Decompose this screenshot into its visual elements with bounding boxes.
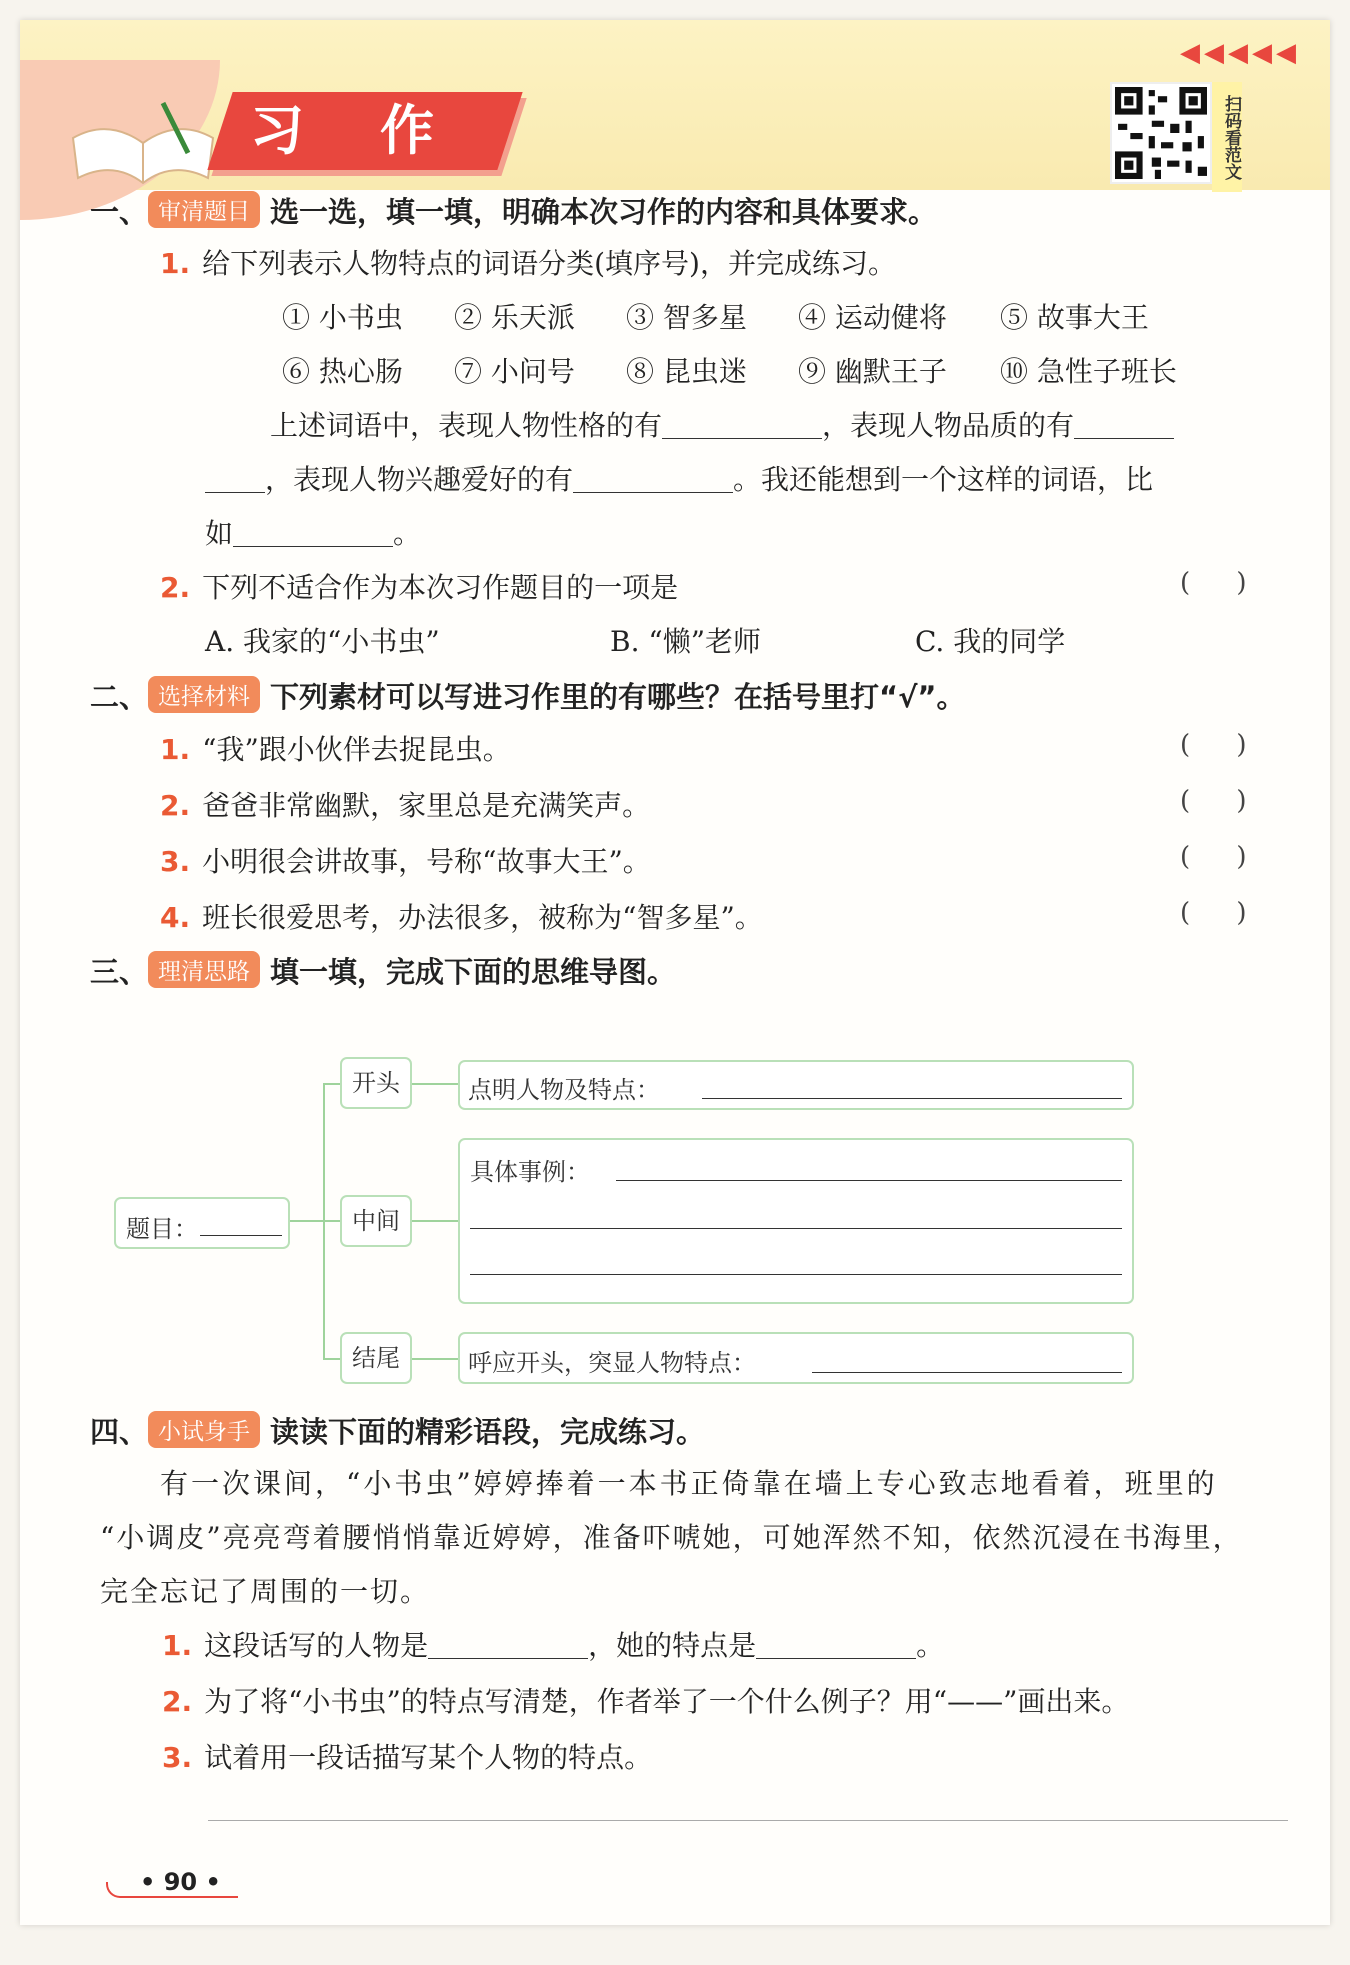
word-list-row-1	[282, 296, 1149, 336]
section-3-heading	[90, 950, 676, 991]
option-row	[205, 620, 1065, 660]
middle-node: 中间	[340, 1195, 412, 1247]
connector-line	[410, 1220, 458, 1222]
fill-text: ，表现人物品质的有	[822, 409, 1075, 442]
start-detail-label: 点明人物及特点：	[468, 1076, 660, 1104]
section-badge: 理清思路	[148, 951, 260, 988]
passage-line: 有一次课间，“小书虫”婷婷捧着一本书正倚靠在墙上专心致志地看着，班里的	[160, 1467, 1218, 1500]
material-item	[160, 896, 763, 936]
connector-line	[323, 1220, 341, 1222]
answer-blank[interactable]	[200, 1235, 282, 1236]
question-1-2	[160, 566, 678, 606]
word-item: ④ 运动健将	[798, 301, 947, 334]
end-detail-label: 呼应开头，突显人物特点：	[468, 1349, 756, 1377]
question-text: 试着用一段话描写某个人物的特点。	[204, 1741, 653, 1774]
section-prefix: 三、	[90, 955, 149, 989]
fill-text: 如	[205, 517, 234, 550]
word-item: ③ 智多星	[626, 301, 747, 334]
passage-line: 完全忘记了周围的一切。	[100, 1575, 431, 1608]
page-number: • 90 •	[140, 1868, 221, 1896]
question-number: 2.	[160, 571, 191, 604]
option-c[interactable]: C. 我的同学	[915, 625, 1066, 658]
section-1-heading	[90, 190, 937, 231]
section-prefix: 四、	[90, 1415, 149, 1449]
section-badge: 小试身手	[148, 1411, 260, 1448]
word-item: ② 乐天派	[454, 301, 575, 334]
middle-detail-label: 具体事例：	[470, 1158, 590, 1186]
section-instruction: 读读下面的精彩语段，完成练习。	[270, 1415, 706, 1449]
question-number: 1.	[160, 247, 191, 280]
section-instruction: 下列素材可以写进习作里的有哪些？在括号里打“√”。	[270, 680, 966, 714]
connector-line	[410, 1358, 458, 1360]
item-text: “我”跟小伙伴去捉昆虫。	[202, 733, 511, 766]
question-text: 。	[916, 1629, 945, 1662]
fill-text: 。	[393, 517, 422, 550]
question-1-1	[160, 242, 896, 282]
answer-blank[interactable]	[756, 1632, 916, 1659]
answer-blank[interactable]	[428, 1632, 588, 1659]
passage-line: “小调皮”亮亮弯着腰悄悄靠近婷婷，准备吓唬她，可她浑然不知，依然沉浸在书海里，	[100, 1521, 1243, 1554]
end-node: 结尾	[340, 1332, 412, 1384]
answer-blank[interactable]	[470, 1274, 1122, 1275]
word-item: ① 小书虫	[282, 301, 403, 334]
section-badge: 审清题目	[148, 191, 260, 228]
question-text: 下列不适合作为本次习作题目的一项是	[202, 571, 679, 604]
material-item	[160, 728, 511, 768]
section-2-heading	[90, 675, 965, 716]
connector-line	[323, 1358, 341, 1360]
start-node: 开头	[340, 1057, 412, 1109]
section-badge: 选择材料	[148, 676, 260, 713]
fill-line-3	[205, 512, 421, 552]
section-instruction: 填一填，完成下面的思维导图。	[270, 955, 677, 989]
question-number: 2.	[162, 1685, 193, 1718]
end-detail-box	[458, 1332, 1134, 1384]
topic-box	[114, 1197, 290, 1249]
item-text: 爸爸非常幽默，家里总是充满笑声。	[202, 789, 651, 822]
section-prefix: 二、	[90, 680, 149, 714]
option-b[interactable]: B. “懒”老师	[610, 625, 762, 658]
material-item	[160, 840, 651, 880]
answer-parentheses[interactable]: ( )	[1180, 842, 1247, 872]
fill-line-1	[270, 404, 1174, 444]
word-item: ⑨ 幽默王子	[798, 355, 947, 388]
item-text: 小明很会讲故事，号称“故事大王”。	[202, 845, 651, 878]
material-item	[160, 784, 650, 824]
question-number: 4.	[160, 901, 191, 934]
open-book-icon	[68, 98, 218, 188]
answer-blank[interactable]	[662, 412, 822, 439]
answer-blank[interactable]	[702, 1098, 1122, 1099]
question-text: 这段话写的人物是	[204, 1629, 429, 1662]
fill-text: ，表现人物兴趣爱好的有	[265, 463, 574, 496]
fill-line-2	[205, 458, 1153, 498]
fill-text: 上述词语中，表现人物性格的有	[270, 409, 663, 442]
answer-blank[interactable]	[205, 466, 265, 493]
arrow-decoration: ◀◀◀◀◀	[1180, 38, 1300, 68]
middle-detail-box	[458, 1138, 1134, 1304]
qr-label: 扫码看范文	[1212, 82, 1242, 192]
item-text: 班长很爱思考，办法很多，被称为“智多星”。	[202, 901, 763, 934]
fill-text: 。我还能想到一个这样的词语，比	[733, 463, 1154, 496]
word-list-row-2	[282, 350, 1177, 390]
answer-parentheses[interactable]: ( )	[1180, 786, 1247, 816]
connector-line	[323, 1083, 341, 1085]
answer-parentheses[interactable]: ( )	[1180, 898, 1247, 928]
answer-blank[interactable]	[812, 1372, 1122, 1373]
answer-blank[interactable]	[470, 1228, 1122, 1229]
connector-line	[410, 1083, 458, 1085]
question-4-2	[162, 1680, 1129, 1720]
question-number: 2.	[160, 789, 191, 822]
page-title: 习作	[250, 99, 510, 162]
connector-line	[288, 1220, 324, 1222]
word-item: ⑥ 热心肠	[282, 355, 403, 388]
section-4-heading	[90, 1410, 705, 1451]
question-text: 给下列表示人物特点的词语分类(填序号)，并完成练习。	[202, 247, 896, 280]
question-number: 3.	[160, 845, 191, 878]
question-number: 3.	[162, 1741, 193, 1774]
question-number: 1.	[160, 733, 191, 766]
answer-blank[interactable]	[616, 1180, 1122, 1181]
workbook-page	[20, 20, 1330, 1925]
section-prefix: 一、	[90, 195, 149, 229]
answer-blank[interactable]	[233, 520, 393, 547]
question-4-1	[162, 1624, 944, 1664]
word-item: ⑩ 急性子班长	[1000, 355, 1177, 388]
question-text: ，她的特点是	[588, 1629, 757, 1662]
section-instruction: 选一选，填一填，明确本次习作的内容和具体要求。	[270, 195, 938, 229]
answer-blank[interactable]	[573, 466, 733, 493]
answer-parentheses[interactable]: ( )	[1180, 568, 1247, 598]
option-a[interactable]: A. 我家的“小书虫”	[205, 625, 440, 658]
question-text: 为了将“小书虫”的特点写清楚，作者举了一个什么例子？用“——”画出来。	[204, 1685, 1130, 1718]
word-item: ⑤ 故事大王	[1000, 301, 1149, 334]
writing-line[interactable]	[208, 1820, 1288, 1821]
word-item: ⑧ 昆虫迷	[626, 355, 747, 388]
topic-label: 题目：	[126, 1215, 198, 1243]
question-4-3	[162, 1736, 652, 1776]
answer-blank[interactable]	[1074, 412, 1174, 439]
start-detail-box	[458, 1060, 1134, 1110]
question-number: 1.	[162, 1629, 193, 1662]
answer-parentheses[interactable]: ( )	[1180, 730, 1247, 760]
word-item: ⑦ 小问号	[454, 355, 575, 388]
qr-code-icon[interactable]	[1112, 84, 1210, 182]
